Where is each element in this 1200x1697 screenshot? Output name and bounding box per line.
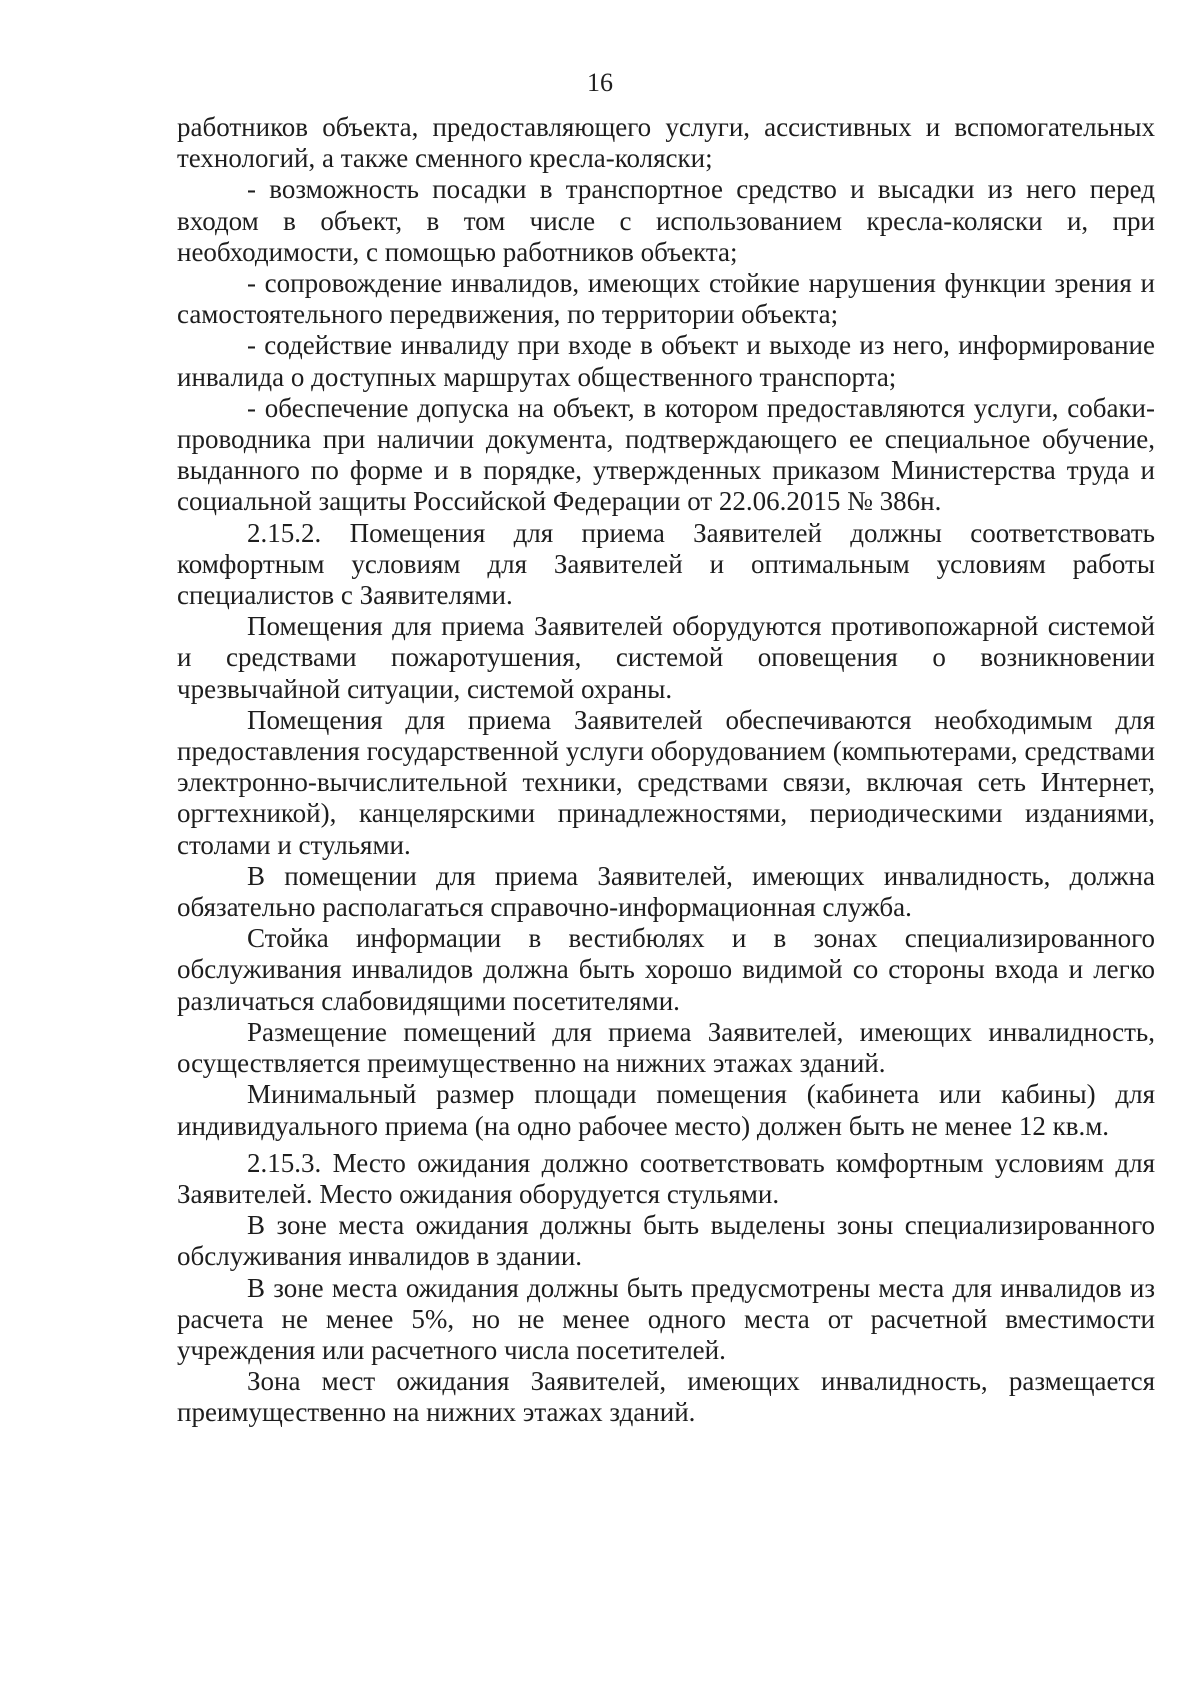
- paragraph-waiting-places: В зоне места ожидания должны быть предусмотрены места для инвалидов из расчета не менее 5%, но не менее одного места от расчетной вместимости учреждения или расчетного числа посетителей.: [177, 1272, 1155, 1365]
- paragraph-waiting-zones: В зоне места ожидания должны быть выделены зоны специализированного обслуживания инвалидов в здании.: [177, 1210, 1155, 1272]
- paragraph-entry-assistance: - содействие инвалиду при входе в объект и выходе из него, информирование инвалида о доступных маршрутах общественного транспорта;: [177, 330, 1155, 392]
- paragraph-continuation: работников объекта, предоставляющего услуги, ассистивных и вспомогательных технологий, а также сменного кресла-коляски;: [177, 112, 1155, 174]
- paragraph-fire-safety: Помещения для приема Заявителей оборудуются противопожарной системой и средствами пожаротушения, системой оповещения о возникновении чрезвычайной ситуации, системой охраны.: [177, 611, 1155, 704]
- paragraph-info-service: В помещении для приема Заявителей, имеющих инвалидность, должна обязательно располагаться справочно-информационная служба.: [177, 860, 1155, 923]
- paragraph-minimum-area: Минимальный размер площади помещения (кабинета или кабины) для индивидуального приема (на одно рабочее место) должен быть не менее 12 кв.м.: [177, 1079, 1155, 1141]
- paragraph-waiting-lower-floors: Зона мест ожидания Заявителей, имеющих инвалидность, размещается преимущественно на нижних этажах зданий.: [177, 1366, 1155, 1428]
- paragraph-info-desk: Стойка информации в вестибюлях и в зонах специализированного обслуживания инвалидов должна быть хорошо видимой со стороны входа и легко различаться слабовидящими посетителями.: [177, 923, 1155, 1016]
- page-number: 16: [587, 68, 613, 97]
- paragraph-escort: - сопровождение инвалидов, имеющих стойкие нарушения функции зрения и самостоятельного передвижения, по территории объекта;: [177, 268, 1155, 330]
- paragraph-lower-floors: Размещение помещений для приема Заявителей, имеющих инвалидность, осуществляется преимущественно на нижних этажах зданий.: [177, 1016, 1155, 1079]
- document-body: [177, 112, 1155, 1429]
- paragraph-guide-dog: - обеспечение допуска на объект, в котором предоставляются услуги, собаки-проводника при наличии документа, подтверждающего ее специальное обучение, выданного по форме и в порядке, утвержденных приказом Министерства труда и социальной защиты Российской Федерации от 22.06.2015 № 386н.: [177, 392, 1155, 517]
- paragraph-equipment: Помещения для приема Заявителей обеспечиваются необходимым для предоставления государственной услуги оборудованием (компьютерами, средствами электронно-вычислительной техники, средствами связи, включая сеть Интернет, оргтехникой), канцелярскими принадлежностями, периодическими изданиями, столами и стульями.: [177, 704, 1155, 860]
- paragraph-boarding-assistance: - возможность посадки в транспортное средство и высадки из него перед входом в объект, в том числе с использованием кресла-коляски и, при необходимости, с помощью работников объекта;: [177, 174, 1155, 267]
- paragraph-2-15-3: 2.15.3. Место ожидания должно соответствовать комфортным условиям для Заявителей. Место ожидания оборудуется стульями.: [177, 1147, 1155, 1209]
- paragraph-2-15-2: 2.15.2. Помещения для приема Заявителей должны соответствовать комфортным условиям для Заявителей и оптимальным условиям работы специалистов с Заявителями.: [177, 517, 1155, 611]
